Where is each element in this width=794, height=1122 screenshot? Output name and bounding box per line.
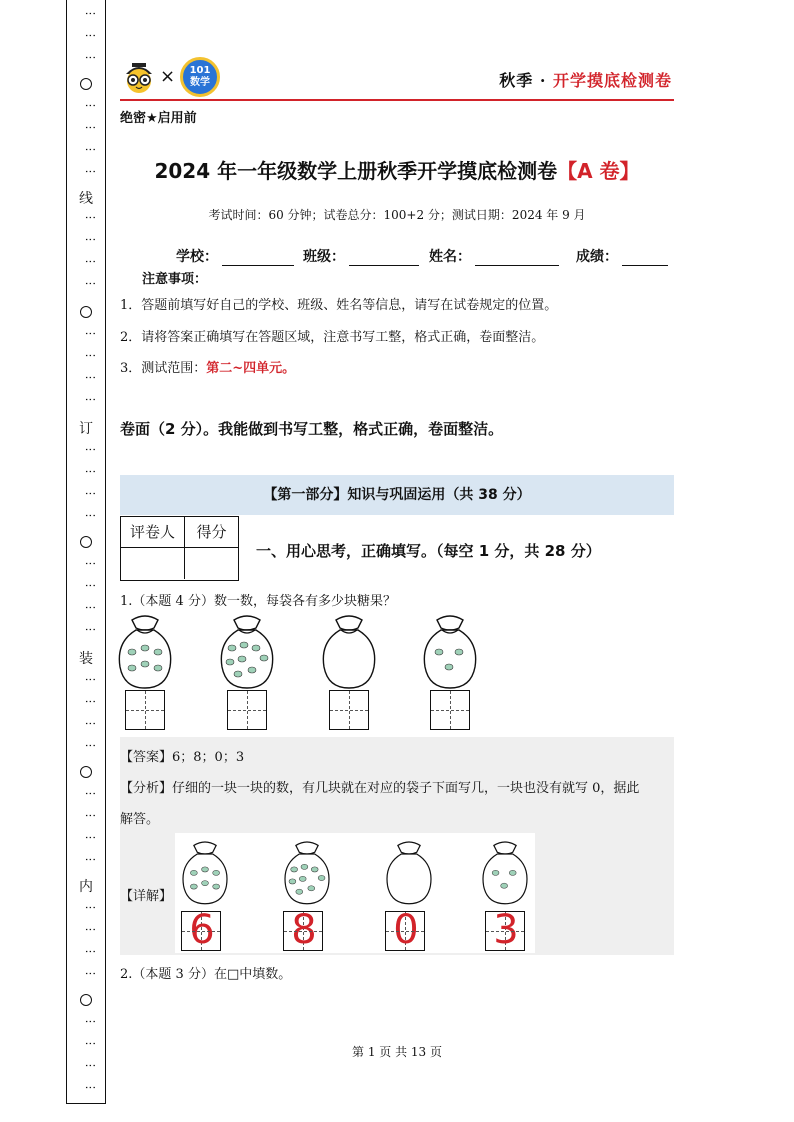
bag-item bbox=[314, 612, 384, 737]
logo-separator: × bbox=[160, 66, 176, 87]
candy-bag-icon bbox=[415, 612, 485, 690]
binding-dots: ⋮ bbox=[84, 166, 97, 177]
notice-rule-2: 2．请将答案正确填写在答题区域，注意书写工整，格式正确，卷面整洁。 bbox=[120, 330, 545, 345]
detail-digit: 8 bbox=[291, 907, 317, 953]
question-1: 1.（本题 4 分）数一数，每袋各有多少块糖果？ bbox=[120, 594, 396, 609]
candy-bag-icon bbox=[212, 612, 282, 690]
detail-label: 【详解】 bbox=[120, 889, 173, 904]
binding-dots: ⋮ bbox=[84, 696, 97, 707]
binding-dots: ⋮ bbox=[84, 602, 97, 613]
binding-dots: ⋮ bbox=[84, 580, 97, 591]
name-field bbox=[429, 246, 559, 266]
school-field bbox=[176, 246, 294, 266]
binding-dots: ⋮ bbox=[84, 946, 97, 957]
binding-ring bbox=[80, 306, 92, 318]
detail-digit: 3 bbox=[493, 907, 519, 953]
binding-dots: ⋮ bbox=[84, 924, 97, 935]
binding-dots: ⋮ bbox=[84, 788, 97, 799]
notice-title: 注意事项： bbox=[142, 272, 208, 287]
score-header: 得分 bbox=[185, 517, 238, 548]
detail-digit: 0 bbox=[393, 907, 419, 953]
binding-dots: ⋮ bbox=[84, 466, 97, 477]
detail-digit: 6 bbox=[189, 907, 215, 953]
detail-bag-item bbox=[379, 833, 439, 953]
class-label: 班级： bbox=[303, 249, 345, 265]
binding-dots: ⋮ bbox=[84, 1016, 97, 1027]
exam-meta: 考试时间：60 分钟；试卷总分：100+2 分；测试日期：2024 年 9 月 bbox=[208, 208, 586, 222]
binding-dots: ⋮ bbox=[84, 1060, 97, 1071]
score-field bbox=[576, 246, 668, 266]
detail-bag-item bbox=[175, 833, 235, 953]
binding-dots: ⋮ bbox=[84, 278, 97, 289]
binding-dots: ⋮ bbox=[84, 122, 97, 133]
binding-dots: ⋮ bbox=[84, 144, 97, 155]
detail-bags bbox=[175, 833, 535, 953]
bag-item bbox=[212, 612, 282, 737]
binding-dots: ⋮ bbox=[84, 30, 97, 41]
grader-score-table bbox=[120, 516, 239, 581]
detail-answer-box bbox=[181, 907, 221, 953]
binding-dots: ⋮ bbox=[84, 488, 97, 499]
empty-bag-icon bbox=[379, 833, 439, 911]
binding-dots: ⋮ bbox=[84, 674, 97, 685]
title-paper-tag: 【A 卷】 bbox=[557, 159, 640, 183]
bag-item bbox=[415, 612, 485, 737]
score-label: 成绩： bbox=[576, 249, 618, 265]
class-field bbox=[303, 246, 419, 266]
grader-header: 评卷人 bbox=[121, 517, 185, 548]
school-label: 学校： bbox=[176, 249, 218, 265]
binding-dots: ⋮ bbox=[84, 624, 97, 635]
analysis-line-2: 解答。 bbox=[120, 812, 160, 827]
binding-dots: ⋮ bbox=[84, 968, 97, 979]
section-one-title: 一、用心思考，正确填写。（每空 1 分，共 28 分） bbox=[256, 542, 601, 560]
binding-dots: ⋮ bbox=[84, 832, 97, 843]
page-footer: 第 1 页 共 13 页 bbox=[352, 1045, 442, 1059]
answer-line: 【答案】6；8；0；3 bbox=[120, 750, 245, 765]
detail-answer-box bbox=[485, 907, 525, 953]
binding-ring bbox=[80, 536, 92, 548]
math101-logo bbox=[180, 57, 220, 97]
binding-dots: ⋮ bbox=[84, 8, 97, 19]
binding-dots: ⋮ bbox=[84, 256, 97, 267]
binding-char-zhuang: 装 bbox=[79, 651, 93, 667]
binding-dots: ⋮ bbox=[84, 810, 97, 821]
notice-rule-3-prefix: 3．测试范围： bbox=[120, 361, 207, 376]
notice-rule-3 bbox=[120, 357, 295, 376]
answer-box[interactable] bbox=[227, 690, 267, 730]
logo-101-text: 101 bbox=[189, 65, 211, 76]
binding-ring bbox=[80, 994, 92, 1006]
answer-box[interactable] bbox=[125, 690, 165, 730]
binding-dots: ⋮ bbox=[84, 1038, 97, 1049]
school-blank[interactable] bbox=[222, 252, 294, 266]
question-2: 2.（本题 3 分）在□中填数。 bbox=[120, 967, 292, 982]
candy-bag-icon bbox=[175, 833, 235, 911]
candy-bag-icon bbox=[475, 833, 535, 911]
header-season: 秋季 · bbox=[499, 71, 553, 90]
detail-answer-box bbox=[283, 907, 323, 953]
detail-bag-item bbox=[475, 833, 535, 953]
binding-ring bbox=[80, 78, 92, 90]
header-divider bbox=[120, 99, 674, 101]
candy-bag-icon bbox=[277, 833, 337, 911]
candy-bag-icon bbox=[110, 612, 180, 690]
binding-dots: ⋮ bbox=[84, 52, 97, 63]
detail-answer-box bbox=[385, 907, 425, 953]
binding-dots: ⋮ bbox=[84, 350, 97, 361]
notice-rule-1: 1．答题前填写好自己的学校、班级、姓名等信息，请写在试卷规定的位置。 bbox=[120, 298, 558, 313]
binding-ring bbox=[80, 766, 92, 778]
binding-dots: ⋮ bbox=[84, 558, 97, 569]
binding-dots: ⋮ bbox=[84, 394, 97, 405]
binding-dots: ⋮ bbox=[84, 100, 97, 111]
binding-dots: ⋮ bbox=[84, 854, 97, 865]
grader-cell[interactable] bbox=[121, 548, 185, 579]
name-blank[interactable] bbox=[475, 252, 559, 266]
binding-dots: ⋮ bbox=[84, 718, 97, 729]
owl-logo-icon bbox=[122, 60, 156, 94]
binding-dots: ⋮ bbox=[84, 444, 97, 455]
binding-dots: ⋮ bbox=[84, 902, 97, 913]
binding-char-nei: 内 bbox=[79, 879, 93, 895]
class-blank[interactable] bbox=[349, 252, 419, 266]
binding-dots: ⋮ bbox=[84, 510, 97, 521]
binding-dots: ⋮ bbox=[84, 328, 97, 339]
header-exam-type: 开学摸底检测卷 bbox=[552, 71, 672, 90]
binding-dots: ⋮ bbox=[84, 1082, 97, 1093]
page-title bbox=[0, 155, 794, 184]
binding-dots: ⋮ bbox=[84, 212, 97, 223]
confidential-mark: 绝密★启用前 bbox=[120, 111, 197, 126]
answer-box[interactable] bbox=[329, 690, 369, 730]
binding-char-ding: 订 bbox=[79, 421, 93, 437]
question-1-bags bbox=[110, 612, 570, 737]
neatness-statement: 卷面（2 分）。我能做到书写工整，格式正确，卷面整洁。 bbox=[120, 420, 504, 438]
binding-char-xian: 线 bbox=[79, 191, 93, 207]
header-series-title bbox=[499, 68, 672, 91]
part-one-banner: 【第一部分】知识与巩固运用（共 38 分） bbox=[120, 475, 674, 515]
detail-bag-item bbox=[277, 833, 337, 953]
score-blank[interactable] bbox=[622, 252, 668, 266]
logo-math-text: 数学 bbox=[190, 77, 210, 88]
analysis-line-1: 【分析】仔细的一块一块的数，有几块就在对应的袋子下面写几，一块也没有就写 0，据此 bbox=[120, 781, 640, 796]
empty-bag-icon bbox=[314, 612, 384, 690]
notice-rule-3-scope: 第二~四单元。 bbox=[206, 361, 296, 376]
title-main: 2024 年一年级数学上册秋季开学摸底检测卷 bbox=[154, 159, 558, 183]
binding-dots: ⋮ bbox=[84, 740, 97, 751]
name-label: 姓名： bbox=[429, 249, 471, 265]
binding-dots: ⋮ bbox=[84, 372, 97, 383]
answer-box[interactable] bbox=[430, 690, 470, 730]
binding-dots: ⋮ bbox=[84, 234, 97, 245]
bag-item bbox=[110, 612, 180, 737]
